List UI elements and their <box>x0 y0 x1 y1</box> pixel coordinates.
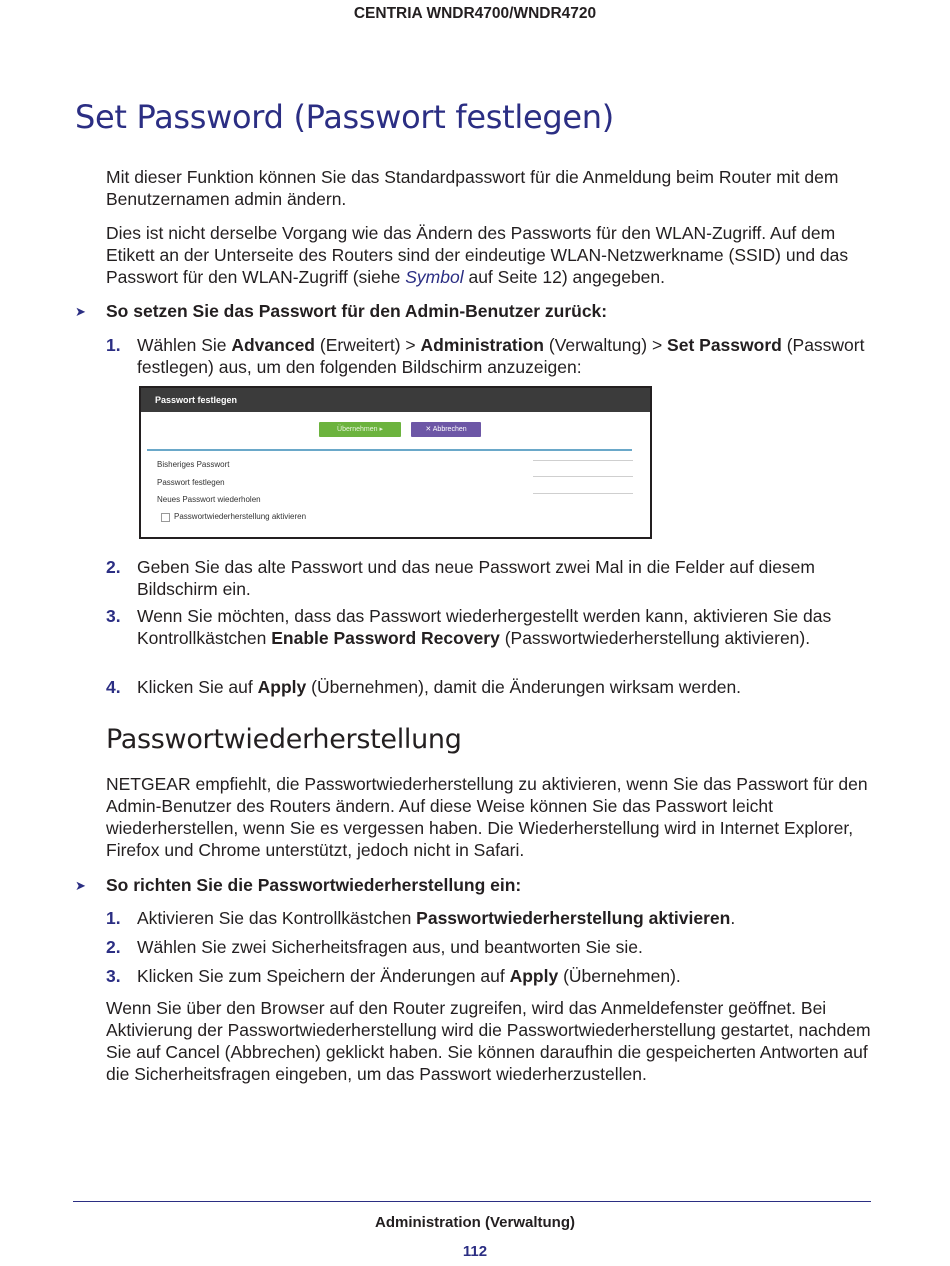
task-heading-recovery <box>75 874 521 898</box>
recovery-checkbox[interactable] <box>161 513 170 522</box>
step-text-part: Klicken Sie auf <box>137 677 258 697</box>
step-text <box>137 965 876 987</box>
new-password-field[interactable] <box>533 476 633 477</box>
step-number: 2. <box>106 937 121 957</box>
intro-paragraph-2 <box>106 222 876 288</box>
step-text-part: (Verwaltung) > <box>544 335 668 355</box>
step-number: 1. <box>106 335 121 355</box>
closing-text: Wenn Sie über den Browser auf den Router zugreifen, wird das Anmeldefenster geöffnet. Bei Aktivierung der Passwortwiederherstellung wird die Passwortwiederherstellung gestartet, nachdem Sie auf Cancel (Abbrechen) geklickt haben. Sie können daraufhin die gespeicherten Antworten auf die Sicherheitsfragen eingeben, um das Passwort wiederherzustellen. <box>106 998 871 1084</box>
step-item <box>106 965 876 987</box>
intro-text-2b: auf Seite 12) angegeben. <box>463 267 666 287</box>
step-number: 1. <box>106 908 121 928</box>
step-text-part: (Passwortwiederherstellung aktivieren). <box>499 628 811 648</box>
step-item <box>106 936 876 958</box>
set-password-screenshot <box>139 386 652 539</box>
repeat-password-label: Neues Passwort wiederholen <box>157 495 261 504</box>
step-text-part: Aktivieren Sie das Kontrollkästchen <box>137 908 417 928</box>
cancel-button[interactable]: ✕ Abbrechen <box>411 422 481 437</box>
menu-set-password: Set Password <box>667 335 782 355</box>
menu-administration: Administration <box>420 335 544 355</box>
apply-button[interactable]: Übernehmen ▸ <box>319 422 401 437</box>
step-text: Geben Sie das alte Passwort und das neue Passwort zwei Mal in die Felder auf diesem Bildschirm ein. <box>137 557 815 599</box>
step-text-part: Wählen Sie <box>137 335 232 355</box>
intro-paragraph-1 <box>106 166 876 210</box>
recovery-checkbox-term: Passwortwiederherstellung aktivieren <box>416 908 731 928</box>
recovery-text: NETGEAR empfiehlt, die Passwortwiederherstellung zu aktivieren, wenn Sie das Passwort für den Admin-Benutzer des Routers ändern. Auf diese Weise können Sie das Passwort leicht wiederherstellen, wenn Sie es vergessen haben. Die Wiederherstellung wird in Internet Explorer, Firefox und Chrome unterstützt, jedoch nicht in Safari. <box>106 774 868 860</box>
task-title: So setzen Sie das Passwort für den Admin-Benutzer zurück: <box>106 301 608 321</box>
enable-password-recovery-term: Enable Password Recovery <box>271 628 500 648</box>
step-number: 4. <box>106 677 121 697</box>
step-number: 2. <box>106 557 121 577</box>
closing-paragraph <box>106 997 876 1085</box>
step-text-part: (Übernehmen). <box>558 966 681 986</box>
intro-text-2 <box>106 222 876 288</box>
repeat-password-field[interactable] <box>533 493 633 494</box>
step-number: 3. <box>106 606 121 626</box>
step-text <box>137 907 876 929</box>
step-item <box>106 605 876 649</box>
intro-text-2a: Dies ist nicht derselbe Vorgang wie das Ändern des Passworts für den WLAN-Zugriff. Auf dem Etikett an der Unterseite des Routers sind der eindeutige WLAN-Netzwerkname (SSID) und das Passwort für den WLAN-Zugriff (siehe <box>106 223 849 287</box>
step-text <box>137 605 876 649</box>
section-title: Set Password (Passwort festlegen) <box>75 98 614 136</box>
step-item <box>106 334 876 378</box>
page-number: 112 <box>462 1243 488 1260</box>
step-text-part: . <box>730 908 736 928</box>
step-item <box>106 907 876 929</box>
footer-divider <box>73 1201 871 1202</box>
step-text-part: (Erweitert) > <box>315 335 421 355</box>
step-item <box>106 556 876 600</box>
symbol-link[interactable]: Symbol <box>405 267 464 287</box>
apply-term: Apply <box>509 966 559 986</box>
recovery-checkbox-label: Passwortwiederherstellung aktivieren <box>174 512 307 521</box>
task-title: So richten Sie die Passwortwiederherstellung ein: <box>106 875 522 895</box>
step-text <box>137 334 876 378</box>
step-text-part: (Passwort festlegen) aus, um den folgenden Bildschirm anzuzeigen: <box>137 335 865 377</box>
page-header: CENTRIA WNDR4700/WNDR4720 <box>353 5 597 22</box>
footer-title: Administration (Verwaltung) <box>374 1214 575 1231</box>
task-heading-reset <box>75 300 607 324</box>
menu-advanced: Advanced <box>231 335 315 355</box>
step-text <box>137 676 876 698</box>
arrow-icon: ➤ <box>75 878 86 893</box>
divider <box>147 449 632 451</box>
recovery-paragraph <box>106 773 876 861</box>
arrow-icon: ➤ <box>75 304 86 319</box>
old-password-label: Bisheriges Passwort <box>157 460 230 469</box>
old-password-field[interactable] <box>533 460 633 461</box>
new-password-label: Passwort festlegen <box>157 478 225 487</box>
step-text: Wählen Sie zwei Sicherheitsfragen aus, und beantworten Sie sie. <box>137 937 643 957</box>
intro-text-1: Mit dieser Funktion können Sie das Standardpasswort für die Anmeldung beim Router mit dem Benutzernamen admin ändern. <box>106 167 839 209</box>
apply-term: Apply <box>257 677 307 697</box>
step-text-part: (Übernehmen), damit die Änderungen wirksam werden. <box>306 677 742 697</box>
subsection-title: Passwortwiederherstellung <box>106 724 462 755</box>
step-item <box>106 676 876 698</box>
step-number: 3. <box>106 966 121 986</box>
step-text-part: Wenn Sie möchten, dass das Passwort wiederhergestellt werden kann, aktivieren Sie das Kontrollkästchen <box>137 606 832 648</box>
screenshot-title-bar: Passwort festlegen <box>141 388 650 412</box>
step-text-part: Klicken Sie zum Speichern der Änderungen auf <box>137 966 510 986</box>
